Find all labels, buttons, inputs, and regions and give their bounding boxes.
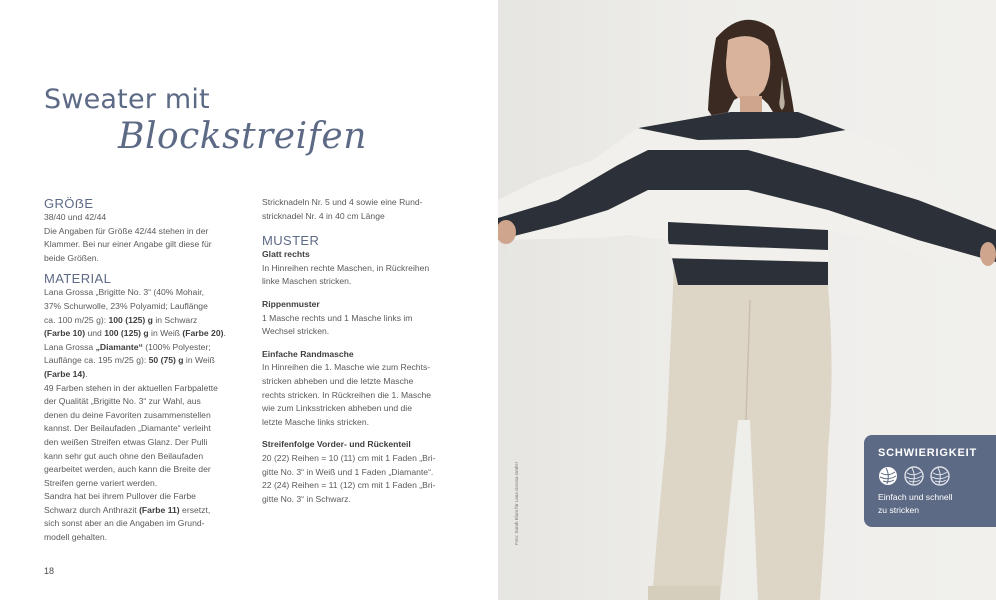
yarn-ball-icon <box>930 466 950 486</box>
rippen-line: 1 Masche rechts und 1 Masche links im <box>262 312 413 323</box>
needles-line: stricknadel Nr. 4 in 40 cm Länge <box>262 210 385 221</box>
material-text: gearbeitet werden, auch kann die Breite der <box>44 464 211 475</box>
material-line: Lana Grossa „Brigitte No. 3“ (40% Mohair, <box>44 287 205 298</box>
material-text: den weißen Streifen etwas Glanz. Der Pulli <box>44 436 208 447</box>
groesse-line: Die Angaben für Größe 42/44 stehen in der <box>44 225 209 236</box>
yarn-ball-icon <box>878 466 898 486</box>
material-line: Lana Grossa „Diamante“ (100% Polyester; <box>44 341 211 352</box>
rand-line: wie zum Linksstricken abheben und die <box>262 403 413 414</box>
material-text: 49 Farben stehen in der aktuellen Farbpalette <box>44 382 218 393</box>
right-hand <box>980 242 996 266</box>
page-title: Sweater mit <box>44 84 210 115</box>
rippen-line: Wechsel stricken. <box>262 326 330 337</box>
groesse-line: Klammer. Bei nur einer Angabe gilt diese für <box>44 239 212 250</box>
heading-muster: MUSTER <box>262 233 320 249</box>
left-shoe <box>648 586 720 600</box>
yarn-ball-icon <box>904 466 924 486</box>
streifen-line: 20 (22) Reihen = 10 (11) cm mit 1 Faden „Bri- <box>262 452 436 463</box>
subheading-rand: Einfache Randmasche <box>262 348 354 359</box>
pants <box>652 265 832 600</box>
page-number: 18 <box>44 566 55 576</box>
rand-line: In Hinreihen die 1. Masche wie zum Rechts- <box>262 362 431 373</box>
heading-groesse: GRÖẞE <box>44 196 94 211</box>
difficulty-box <box>864 435 996 527</box>
difficulty-rating <box>878 466 950 486</box>
photo-credit: Foto: Sarah Blum für Lana Grossa GmbH <box>514 462 519 545</box>
glatt-line: In Hinreihen rechte Maschen, in Rückreihen <box>262 262 430 273</box>
material-line: ca. 100 m/25 g): 100 (125) g in Schwarz <box>44 314 198 325</box>
needles-line: Stricknadeln Nr. 5 und 4 sowie eine Rund- <box>262 197 423 207</box>
material-text: kannst. Der Beilaufaden „Diamante“ verleiht <box>44 423 211 434</box>
subheading-rippen: Rippenmuster <box>262 298 320 309</box>
right-column <box>262 196 450 506</box>
rand-line: letzte Masche links stricken. <box>262 416 369 427</box>
groesse-line: 38/40 und 42/44 <box>44 212 107 222</box>
subheading-streifen: Streifenfolge Vorder- und Rückenteil <box>262 439 411 450</box>
face <box>726 36 770 100</box>
material-text: modell gehalten. <box>44 532 108 543</box>
material-text: denen du deine Favoriten zusammenstellen <box>44 409 211 420</box>
difficulty-text <box>878 491 988 517</box>
rand-line: rechts stricken. In Rückreihen die 1. Masche <box>262 389 432 400</box>
streifen-line: gitte No. 3“ in Schwarz. <box>262 493 351 504</box>
material-line: Lauflänge ca. 195 m/25 g): 50 (75) g in Weiß <box>44 355 215 366</box>
material-line: 37% Schurwolle, 23% Polyamid; Lauflänge <box>44 300 208 311</box>
left-column <box>44 196 244 545</box>
difficulty-text-line: Einfach und schnell <box>878 492 953 502</box>
material-text: sich sonst aber an die Angaben im Grund- <box>44 518 205 529</box>
material-text: der Qualität „Brigitte No. 3“ zur Wahl, aus <box>44 396 201 407</box>
material-text: Schwarz durch Anthrazit (Farbe 11) ersetzt, <box>44 504 211 515</box>
page-title-script: Blockstreifen <box>118 116 367 157</box>
heading-material: MATERIAL <box>44 271 112 287</box>
rand-line: stricken abheben und die letzte Masche <box>262 375 414 386</box>
material-line: (Farbe 10) und 100 (125) g in Weiß (Farbe 20). <box>44 328 226 339</box>
material-text: Sandra hat bei ihrem Pullover die Farbe <box>44 491 196 502</box>
groesse-line: beide Größen. <box>44 252 99 263</box>
material-line: (Farbe 14). <box>44 368 88 379</box>
difficulty-title: SCHWIERIGKEIT <box>878 447 978 459</box>
subheading-glatt: Glatt rechts <box>262 249 310 260</box>
material-text: kann sehr gut auch ohne den Beilaufaden <box>44 450 204 461</box>
difficulty-text-line: zu stricken <box>878 505 920 515</box>
streifen-line: gitte No. 3“ in Weiß und 1 Faden „Diamante“. <box>262 466 434 477</box>
material-text: Streifen gerne variert werden. <box>44 477 158 488</box>
streifen-line: 22 (24) Reihen = 11 (12) cm mit 1 Faden „Bri- <box>262 480 436 491</box>
glatt-line: linke Maschen stricken. <box>262 276 352 287</box>
